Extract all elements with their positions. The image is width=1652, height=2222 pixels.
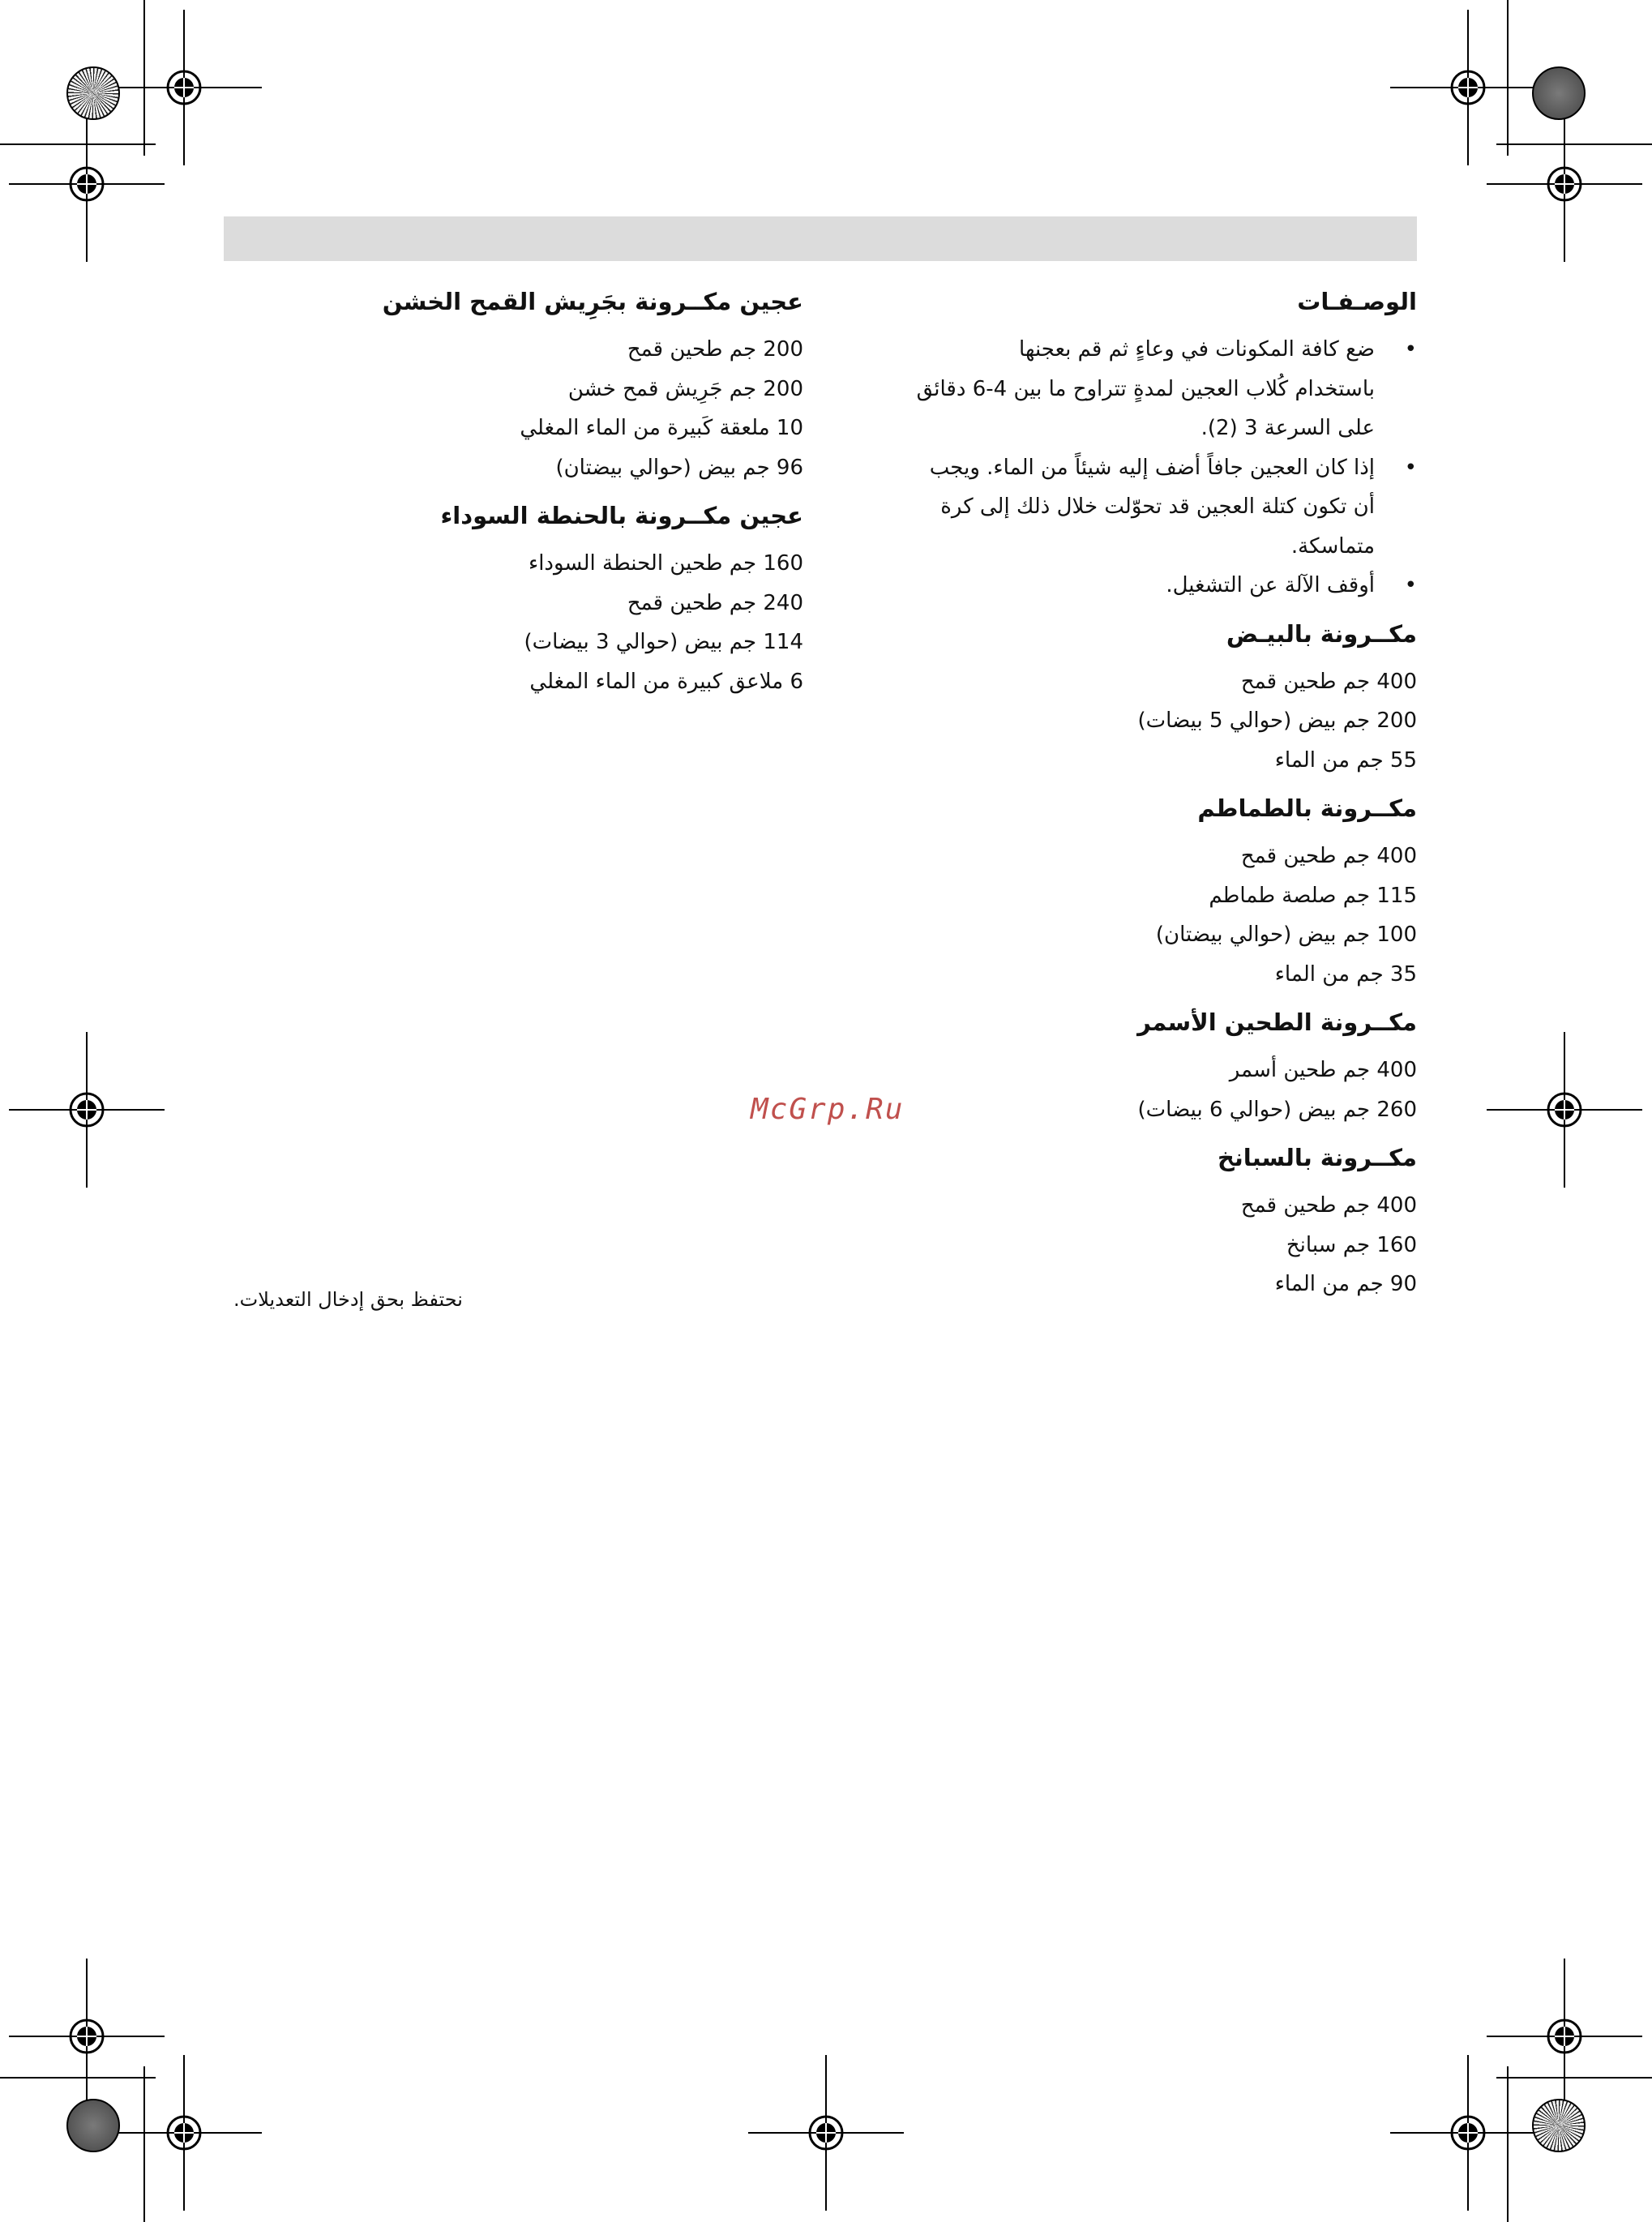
bullet-icon	[1405, 330, 1417, 370]
crosshair-mark-icon	[748, 2055, 904, 2211]
ingredient: 115 جم صلصة طماطم	[1209, 883, 1417, 908]
instruction-item	[817, 448, 1417, 567]
gray-disc-icon	[1532, 66, 1586, 120]
recipe	[817, 994, 1417, 1129]
ingredient: 10 ملعقة كَبيرة من الماء المغلي	[520, 416, 803, 440]
ingredient: 400 جم طحين أسمر	[1229, 1058, 1417, 1082]
instruction-line: باستخدام كُلاب العجين لمدةٍ تتراوح ما بين 4-6 دقائق	[916, 376, 1375, 401]
footer-note: نحتفظ بحق إدخال التعديلات.	[233, 1288, 463, 1311]
ingredient: 90 جم من الماء	[1274, 1272, 1417, 1296]
ingredient: 55 جم من الماء	[1274, 747, 1417, 773]
instruction-line: أوقف الآلة عن التشغيل.	[1166, 573, 1375, 597]
ingredient: 114 جم بيض (حوالي 3 بيضات)	[524, 630, 803, 654]
ingredient: 400 جم طحين قمح	[1240, 844, 1417, 868]
watermark: McGrp.Ru	[751, 1093, 905, 1126]
section-title: الوصـفـات	[1297, 288, 1417, 315]
ingredient: 200 جم طحين قمح	[627, 337, 803, 362]
recipe	[285, 273, 803, 487]
crosshair-mark-icon	[106, 10, 262, 165]
instruction-line: على السرعة 3 (2).	[1200, 416, 1375, 440]
ingredient: 200 جم جَرِيش قمح خشن	[567, 376, 803, 401]
ingredient: 160 جم سبانخ	[1286, 1232, 1417, 1257]
crosshair-mark-icon	[1390, 10, 1546, 165]
ingredient: 6 ملاعق كبيرة من الماء المغلي	[529, 669, 803, 694]
recipe-title: مكــرونة بالطماطم	[1197, 794, 1417, 822]
instruction-item	[817, 330, 1417, 448]
ingredient: 160 جم طحين الحنطة السوداء	[528, 551, 803, 576]
instruction-line: ضع كافة المكونات في وعاءٍ ثم قم بعجنها	[1019, 337, 1375, 362]
recipe-title: عجين مكــرونة بجَرِيش القمح الخشن	[382, 288, 803, 315]
ingredient: 35 جم من الماء	[1274, 961, 1417, 987]
star-target-icon	[1532, 2099, 1586, 2152]
bullet-icon	[1405, 566, 1417, 606]
recipe	[817, 780, 1417, 994]
ingredient: 200 جم بيض (حوالي 5 بيضات)	[1137, 709, 1417, 733]
ingredient: 400 جم طحين قمح	[1240, 1193, 1417, 1218]
recipe-title: عجين مكــرونة بالحنطة السوداء	[440, 502, 803, 529]
recipe	[285, 487, 803, 701]
instruction-item	[817, 566, 1417, 606]
crosshair-mark-icon	[1487, 1032, 1642, 1188]
bullet-icon	[1405, 448, 1417, 488]
left-column	[285, 273, 803, 701]
ingredient: 240 جم طحين قمح	[627, 590, 803, 615]
right-column	[817, 273, 1417, 1304]
crosshair-mark-icon	[9, 106, 165, 262]
recipe-title: مكــرونة الطحين الأسمر	[1137, 1008, 1417, 1036]
instruction-line: إذا كان العجين جافاً أضف إليه شيئاً من الماء. ويجب	[929, 455, 1375, 480]
ingredient: 260 جم بيض (حوالي 6 بيضات)	[1137, 1097, 1417, 1122]
instruction-line: متماسكة.	[1290, 533, 1375, 559]
recipe-title: مكــرونة بالبيـض	[1226, 619, 1417, 648]
crosshair-mark-icon	[9, 1032, 165, 1188]
recipe	[817, 606, 1417, 781]
star-target-icon	[66, 66, 120, 120]
ingredient: 400 جم طحين قمح	[1240, 669, 1417, 694]
ingredient: 96 جم بيض (حوالي بيضتان)	[555, 455, 803, 480]
ingredient: 100 جم بيض (حوالي بيضتان)	[1155, 923, 1417, 947]
crosshair-mark-icon	[1487, 1959, 1642, 2114]
recipe	[817, 1129, 1417, 1304]
header-band	[224, 216, 1417, 261]
recipe-title: مكــرونة بالسبانخ	[1218, 1144, 1417, 1171]
gray-disc-icon	[66, 2099, 120, 2152]
crosshair-mark-icon	[9, 1959, 165, 2114]
instruction-line: أن تكون كتلة العجين قد تحوّلت خلال ذلك إلى كرة	[940, 494, 1375, 519]
crosshair-mark-icon	[1487, 106, 1642, 262]
